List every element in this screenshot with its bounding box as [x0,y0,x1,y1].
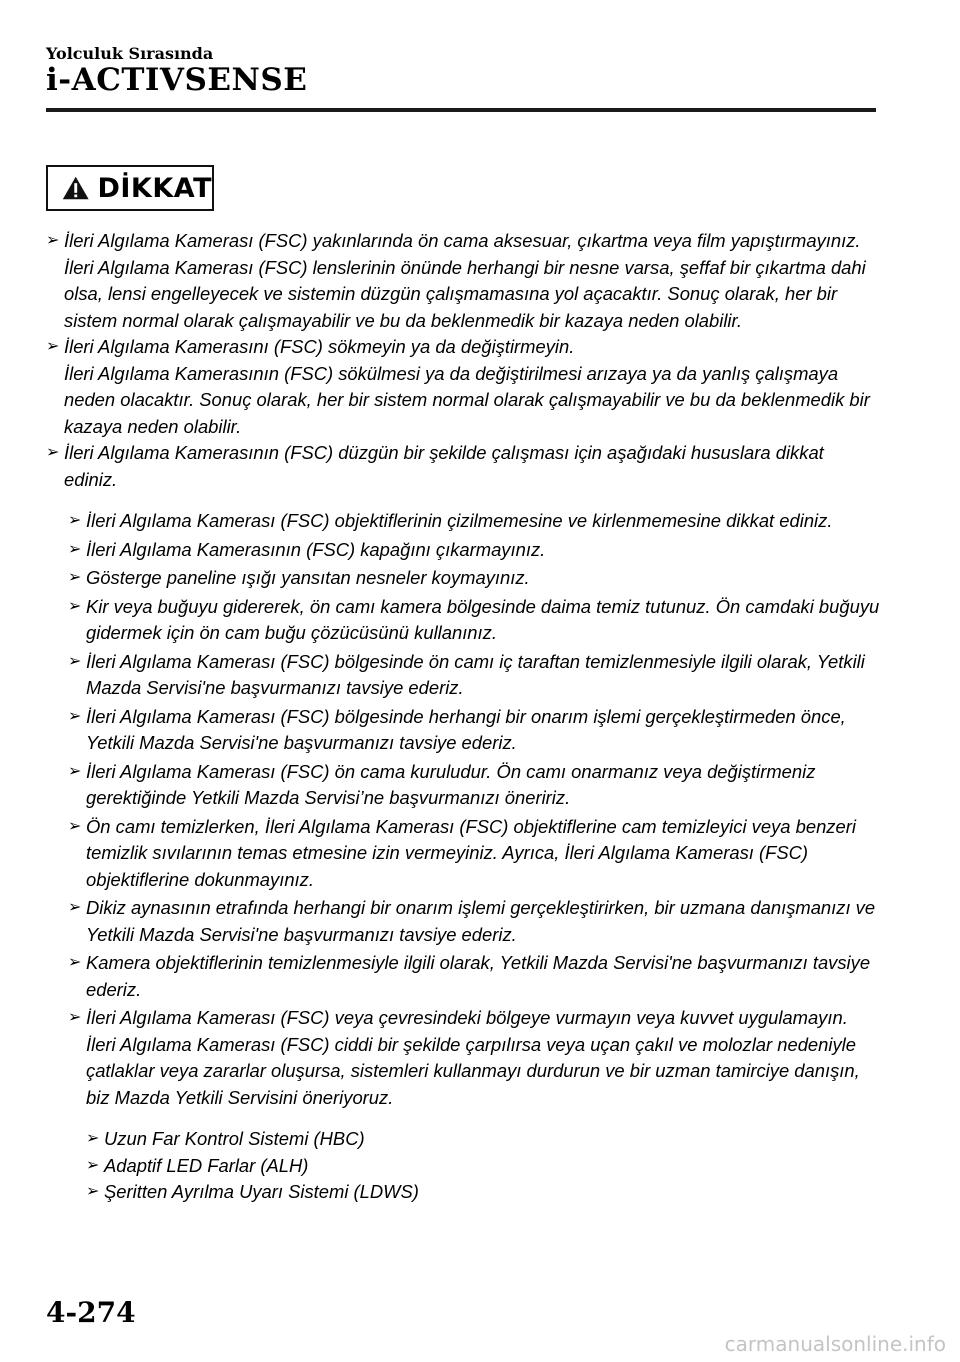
watermark: carmanualsonline.info [724,1332,946,1356]
bullet-arrow-icon: ➢ [68,1009,82,1026]
bullet-arrow-icon: ➢ [68,762,82,780]
care-item [68,508,882,535]
item-text: Ön camı temizlerken, İleri Algılama Kamerası (FSC) objektiflerine cam temizleyici veya benzeri temizlik sıvılarının temas etmesine izin vermeyiniz. Ayrıca, İleri Algılama Kamerası (FSC) objektiflerine dokunmayınız. [86,815,856,890]
system-item [86,1153,882,1180]
item-text: İleri Algılama Kamerası (FSC) yakınlarında ön cama aksesuar, çıkartma veya film yapıştırmayınız. [64,230,861,251]
bullet-arrow-icon: ➢ [86,1183,100,1200]
bullet-arrow-icon: ➢ [46,232,60,249]
item-text: İleri Algılama Kamerasını (FSC) sökmeyin ya da değiştirmeyin. [64,336,575,357]
section-title: Yolculuk Sırasında [46,44,214,63]
caution-box [46,165,214,211]
warning-triangle-icon [62,173,89,203]
item-text: İleri Algılama Kamerasının (FSC) düzgün bir şekilde çalışması için aşağıdaki hususlara dikkat ediniz. [64,442,824,490]
caution-item [46,228,882,334]
care-item [68,759,882,812]
bullet-arrow-icon: ➢ [68,540,82,558]
care-item [68,649,882,702]
care-item [68,594,882,647]
bullet-arrow-icon: ➢ [68,707,82,725]
item-text: Gösterge paneline ışığı yansıtan nesneler koymayınız. [86,567,530,588]
bullet-arrow-icon: ➢ [86,1156,100,1174]
caution-content [46,228,882,1206]
item-text: İleri Algılama Kamerası (FSC) veya çevresindeki bölgeye vurmayın veya kuvvet uygulamayın. İleri Algılama Kamerası (FSC) ciddi bir şekilde çarpılırsa veya uçan çakıl ve molozlar nedeniyle çatlaklar veya zararlar oluşursa, sistemleri kullanmayı durdurun ve bir uzman tamirciye danışın, biz Mazda Yetkili Servisini öneriyoruz. [86,1007,860,1108]
item-text: Adaptif LED Farlar (ALH) [104,1154,309,1176]
item-text: İleri Algılama Kamerası (FSC) bölgesinde herhangi bir onarım işlemi gerçekleştirmeden önce, Yetkili Mazda Servisi'ne başvurmanızı tavsiye ederiz. [86,705,846,753]
bullet-arrow-icon: ➢ [68,899,82,916]
care-item [68,565,882,592]
caution-item [46,440,882,493]
item-text: Uzun Far Kontrol Sistemi (HBC) [104,1128,365,1149]
item-text: İleri Algılama Kamerası (FSC) bölgesinde ön camı iç taraftan temizlenmesiyle ilgili olarak, Yetkili Mazda Servisi'ne başvurmanızı tavsiye ederiz. [86,650,865,698]
care-list [46,508,882,1111]
caution-item [46,334,882,440]
item-text: Kir veya buğuyu gidererek, ön camı kamera bölgesinde daima temiz tutunuz. Ön camdaki buğuyu gidermek için ön cam buğu çözücüsünü kullanınız. [86,595,880,643]
caution-label: DİKKAT [97,172,212,204]
caution-list [46,228,882,493]
bullet-arrow-icon: ➢ [86,1130,100,1147]
system-item [86,1179,882,1206]
care-item [68,1005,882,1111]
page-title: i-ACTIVSENSE [46,62,308,98]
systems-list [46,1126,882,1206]
bullet-arrow-icon: ➢ [68,569,82,586]
bullet-arrow-icon: ➢ [68,512,82,529]
bullet-arrow-icon: ➢ [46,444,60,461]
header-divider [46,108,876,112]
bullet-arrow-icon: ➢ [68,652,82,670]
item-text: Dikiz aynasının etrafında herhangi bir onarım işlemi gerçekleştirirken, bir uzmana danışmanızı ve Yetkili Mazda Servisi'ne başvurmanızı tavsiye ederiz. [86,897,876,945]
item-text: İleri Algılama Kamerası (FSC) lenslerinin önünde herhangi bir nesne varsa, şeffaf bir çıkartma dahi olsa, lensi engelleyecek ve sistemin düzgün çalışmamasına yol açacaktır. Sonuç olarak, her bir sistem normal olarak çalışmayabilir ve bu da beklenmedik bir kazaya neden olabilir. [64,256,866,331]
system-item [86,1126,882,1153]
care-item [68,950,882,1003]
bullet-arrow-icon: ➢ [68,817,82,835]
care-item [68,537,882,564]
item-text: Şeritten Ayrılma Uyarı Sistemi (LDWS) [104,1181,419,1202]
bullet-arrow-icon: ➢ [46,338,60,355]
care-item [68,895,882,948]
care-item [68,704,882,757]
item-text: İleri Algılama Kamerasının (FSC) sökülmesi ya da değiştirilmesi arızaya ya da yanlış çalışmaya neden olacaktır. Sonuç olarak, her bir sistem normal olarak çalışmayabilir ve bu da beklenmedik bir kazaya neden olabilir. [64,362,870,437]
item-text: İleri Algılama Kamerasının (FSC) kapağını çıkarmayınız. [86,538,546,560]
item-text: İleri Algılama Kamerası (FSC) objektiflerinin çizilmemesine ve kirlenmemesine dikkat ediniz. [86,510,833,531]
care-item [68,814,882,894]
item-text: İleri Algılama Kamerası (FSC) ön cama kuruludur. Ön camı onarmanız veya değiştirmeniz gerektiğinde Yetkili Mazda Servisi’ne başvurmanızı öneririz. [86,760,816,808]
item-text: Kamera objektiflerinin temizlenmesiyle ilgili olarak, Yetkili Mazda Servisi'ne başvurmanızı tavsiye ederiz. [86,952,871,1000]
bullet-arrow-icon: ➢ [68,954,82,971]
page-number: 4-274 [46,1296,136,1329]
bullet-arrow-icon: ➢ [68,597,82,615]
